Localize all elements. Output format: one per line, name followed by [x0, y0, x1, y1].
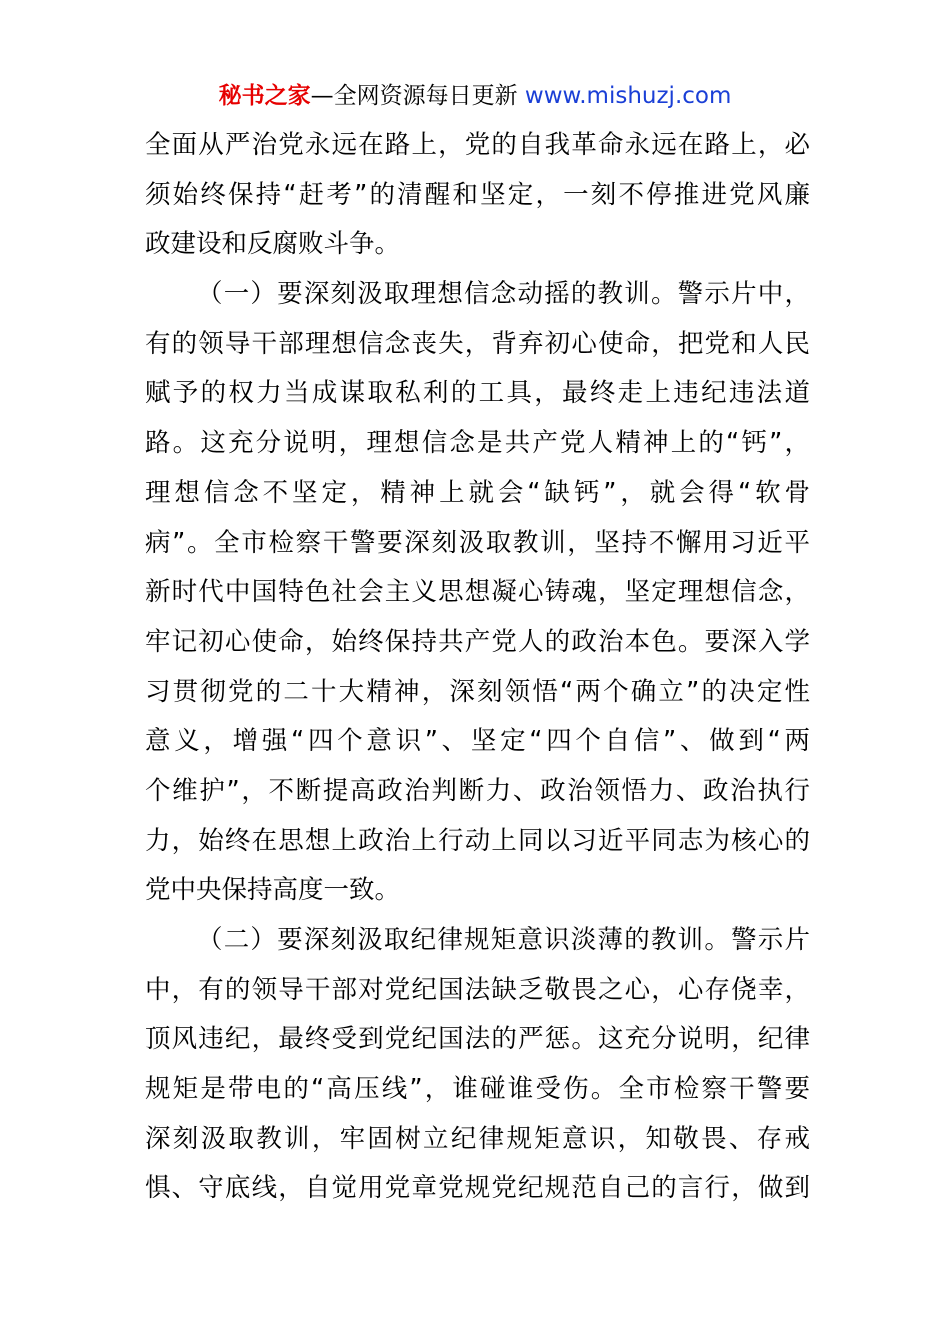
text-line: 习贯彻党的二十大精神，深刻领悟“两个确立”的决定性	[145, 676, 810, 707]
text-line: 深刻汲取教训，牢固树立纪律规矩意识，知敬畏、存戒	[145, 1123, 810, 1154]
text-line: 中，有的领导干部对党纪国法缺乏敬畏之心，心存侥幸，	[145, 974, 810, 1005]
paragraph	[145, 916, 810, 1214]
paragraph	[145, 270, 810, 916]
text-line: 力，始终在思想上政治上行动上同以习近平同志为核心的	[145, 825, 810, 856]
text-line: 意义，增强“四个意识”、坚定“四个自信”、做到“两	[145, 726, 810, 757]
text-line: 理想信念不坚定，精神上就会“缺钙”，就会得“软骨	[145, 477, 810, 508]
site-brand: 秘书之家	[218, 83, 311, 109]
text-line: 有的领导干部理想信念丧失，背弃初心使命，把党和人民	[145, 328, 810, 359]
site-slogan: —全网资源每日更新	[310, 83, 525, 109]
text-line: 牢记初心使命，始终保持共产党人的政治本色。要深入学	[145, 626, 810, 657]
text-line: 顶风违纪，最终受到党纪国法的严惩。这充分说明，纪律	[145, 1024, 810, 1055]
text-line: 政建设和反腐败斗争。	[145, 229, 401, 260]
text-line: 惧、守底线，自觉用党章党规党纪规范自己的言行，做到	[145, 1173, 810, 1204]
text-line: 党中央保持高度一致。	[145, 875, 401, 906]
paragraph	[145, 121, 810, 270]
text-line: （一）要深刻汲取理想信念动摇的教训。警示片中，	[197, 279, 810, 310]
document-body	[145, 121, 810, 1214]
text-line: 全面从严治党永远在路上，党的自我革命永远在路上，必	[145, 130, 810, 160]
site-url[interactable]: www.mishuzj.com	[524, 83, 732, 109]
text-line: 病”。全市检察干警要深刻汲取教训，坚持不懈用习近平	[145, 527, 810, 558]
text-line: 路。这充分说明，理想信念是共产党人精神上的“钙”，	[145, 428, 810, 459]
text-line: 个维护”，不断提高政治判断力、政治领悟力、政治执行	[145, 775, 810, 806]
text-line: 规矩是带电的“高压线”，谁碰谁受伤。全市检察干警要	[145, 1074, 810, 1105]
site-header	[0, 80, 950, 112]
text-line: （二）要深刻汲取纪律规矩意识淡薄的教训。警示片	[197, 925, 810, 955]
text-line: 新时代中国特色社会主义思想凝心铸魂，坚定理想信念，	[145, 577, 810, 608]
text-line: 须始终保持“赶考”的清醒和坚定，一刻不停推进党风廉	[145, 179, 810, 210]
text-line: 赋予的权力当成谋取私利的工具，最终走上违纪违法道	[145, 378, 810, 409]
